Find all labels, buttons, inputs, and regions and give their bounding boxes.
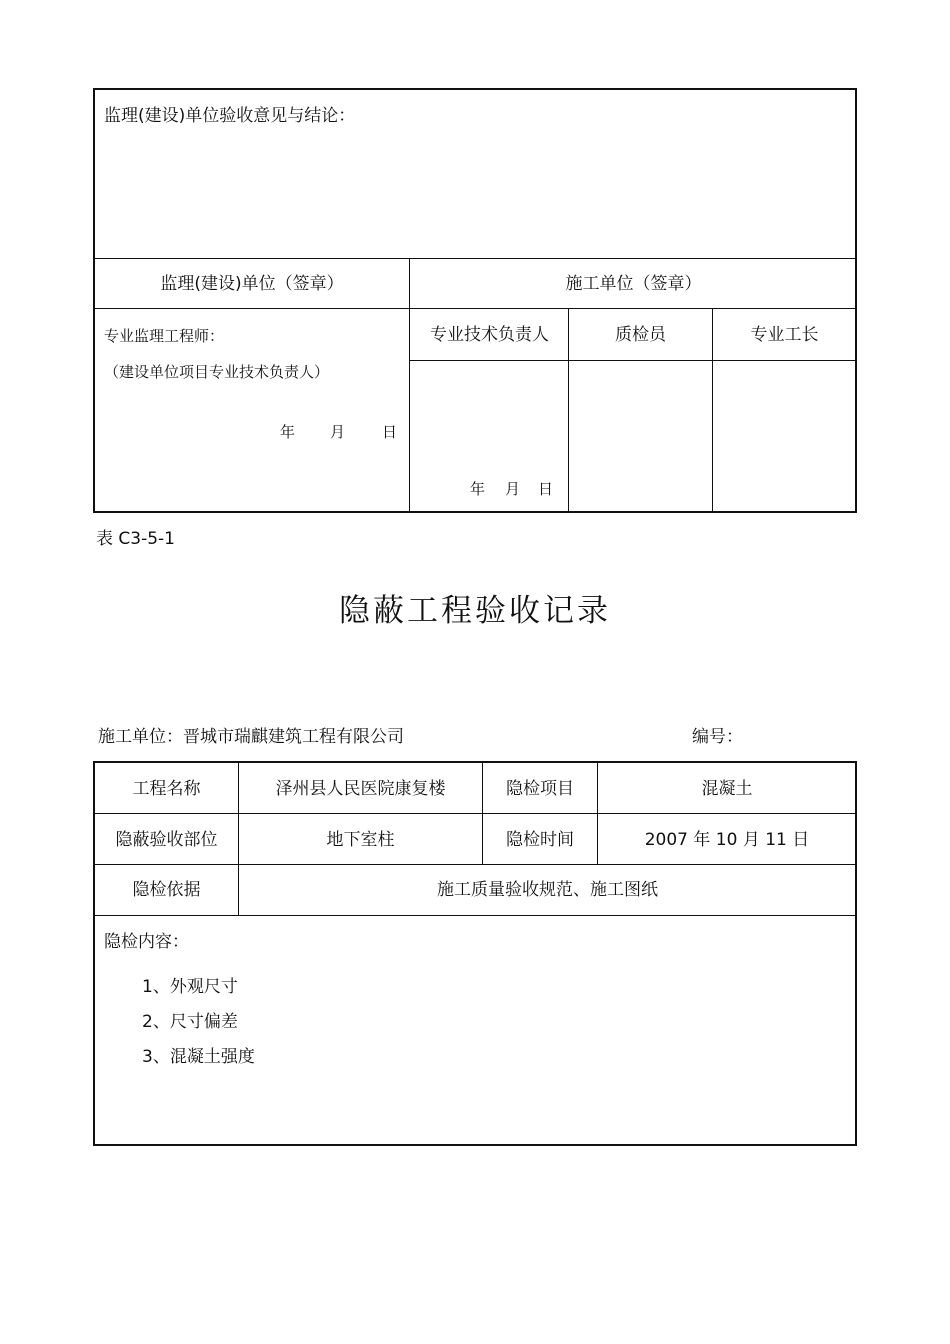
content-item: 2、尺寸偏差 <box>142 1012 238 1032</box>
divider <box>410 360 856 361</box>
form-code: 表 C3-5-1 <box>96 529 175 549</box>
owner-rep-label: （建设单位项目专业技术负责人） <box>104 363 330 381</box>
location-value: 地下室柱 <box>326 830 395 850</box>
inspection-record-table <box>93 761 857 1146</box>
number-label: 编号： <box>692 727 743 747</box>
divider <box>409 259 410 512</box>
contractor-value: 晋城市瑞麒建筑工程有限公司 <box>183 727 404 747</box>
project-name-value: 泽州县人民医院康复楼 <box>275 779 446 799</box>
divider <box>94 308 856 309</box>
contractor-label: 施工单位： <box>98 727 183 747</box>
date-month: 月 <box>330 423 346 441</box>
date-year: 年 <box>280 423 296 441</box>
divider <box>94 813 856 814</box>
content-item: 1、外观尺寸 <box>142 977 238 997</box>
basis-label: 隐检依据 <box>132 880 201 900</box>
date-month: 月 <box>505 480 521 498</box>
date-day: 日 <box>382 423 398 441</box>
contractor-signature-header: 施工单位（签章） <box>565 274 702 294</box>
foreman-header: 专业工长 <box>750 325 819 345</box>
content-label: 隐检内容： <box>104 932 189 952</box>
divider <box>94 864 856 865</box>
date-day: 日 <box>538 480 554 498</box>
inspection-item-label: 隐检项目 <box>506 779 574 799</box>
divider <box>94 258 856 259</box>
basis-value: 施工质量验收规范、施工图纸 <box>437 880 658 900</box>
page-title: 隐蔽工程验收记录 <box>339 593 611 629</box>
date-year: 年 <box>470 480 486 498</box>
inspector-header: 质检员 <box>615 325 666 345</box>
divider <box>94 915 856 916</box>
supervisor-signature-header: 监理(建设)单位（签章） <box>160 274 344 294</box>
inspection-time-label: 隐检时间 <box>506 830 574 850</box>
tech-lead-header: 专业技术负责人 <box>430 325 549 345</box>
engineer-label: 专业监理工程师： <box>104 327 225 345</box>
content-item: 3、混凝土强度 <box>142 1047 255 1067</box>
inspection-time-value: 2007 年 10 月 11 日 <box>644 830 810 850</box>
opinion-label: 监理(建设)单位验收意见与结论： <box>104 106 356 126</box>
project-name-label: 工程名称 <box>132 779 201 799</box>
location-label: 隐蔽验收部位 <box>115 830 218 850</box>
acceptance-table <box>93 88 857 513</box>
inspection-item-value: 混凝土 <box>701 779 753 799</box>
